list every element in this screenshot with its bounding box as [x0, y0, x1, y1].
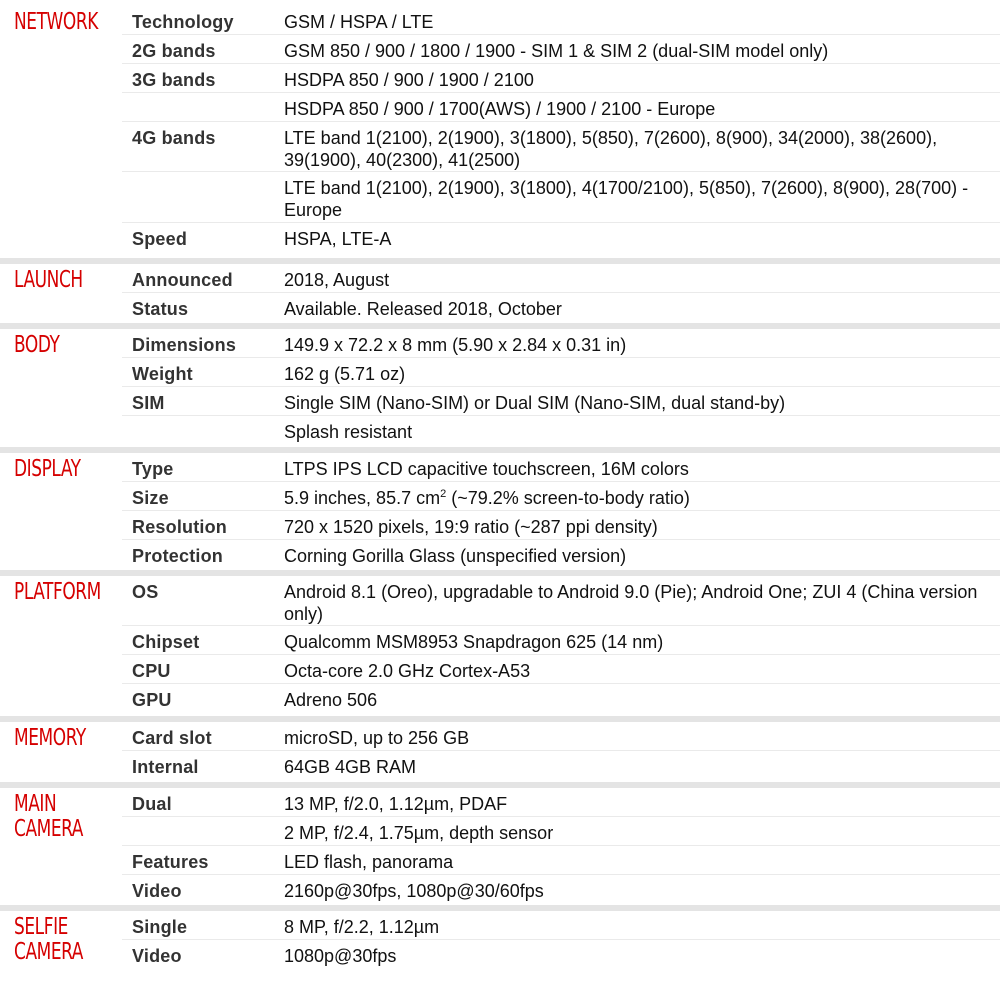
spec-row — [122, 817, 1000, 846]
spec-row — [122, 293, 1000, 322]
spec-label: Dimensions — [132, 335, 237, 355]
spec-row — [122, 576, 1000, 626]
spec-row — [122, 626, 1000, 655]
section-platform — [0, 570, 1000, 720]
spec-value: microSD, up to 256 GB — [284, 728, 470, 748]
spec-row — [122, 540, 1000, 569]
spec-label: Technology — [132, 12, 234, 32]
spec-value: 149.9 x 72.2 x 8 mm (5.90 x 2.84 x 0.31 in) — [284, 335, 627, 355]
spec-label: Single — [132, 917, 188, 937]
spec-row — [122, 329, 1000, 358]
spec-value: 720 x 1520 pixels, 19:9 ratio (~287 ppi density) — [284, 517, 658, 537]
spec-value: GSM / HSPA / LTE — [284, 12, 434, 32]
spec-row — [122, 93, 1000, 122]
spec-label: Features — [132, 852, 209, 872]
spec-value: GSM 850 / 900 / 1800 / 1900 - SIM 1 & SIM 2 (dual-SIM model only) — [284, 41, 829, 61]
spec-value: LED flash, panorama — [284, 852, 454, 872]
spec-row — [122, 788, 1000, 817]
spec-value: Single SIM (Nano-SIM) or Dual SIM (Nano-SIM, dual stand-by) — [284, 393, 786, 413]
spec-row — [122, 751, 1000, 780]
section-title: DISPLAY — [14, 456, 81, 482]
spec-value: 8 MP, f/2.2, 1.12µm — [284, 917, 440, 937]
spec-value-text: 5.9 inches, 85.7 cm — [284, 488, 441, 508]
spec-value-text: (~79.2% screen-to-body ratio) — [446, 488, 690, 508]
section-title-line: SELFIE — [14, 914, 68, 940]
spec-row — [122, 122, 1000, 172]
section-title-line: CAMERA — [14, 939, 83, 965]
spec-row — [122, 172, 1000, 223]
section-display — [0, 447, 1000, 574]
section-title: MEMORY — [14, 725, 86, 751]
section-network — [0, 0, 1000, 258]
spec-value: Corning Gorilla Glass (unspecified version) — [284, 546, 627, 566]
spec-row — [122, 482, 1000, 511]
spec-row — [122, 940, 1000, 969]
spec-value: LTE band 1(2100), 2(1900), 3(1800), 4(1700/2100), 5(850), 7(2600), 8(900), 28(700) - Europe — [284, 178, 969, 220]
spec-row — [122, 846, 1000, 875]
spec-value: 2018, August — [284, 270, 390, 290]
spec-row — [122, 684, 1000, 713]
spec-row — [122, 223, 1000, 252]
spec-label: 3G bands — [132, 70, 216, 90]
section-selfie-camera — [0, 905, 1000, 985]
spec-value: Qualcomm MSM8953 Snapdragon 625 (14 nm) — [284, 632, 664, 652]
spec-row — [122, 358, 1000, 387]
spec-label: Dual — [132, 794, 172, 814]
spec-row — [122, 722, 1000, 751]
spec-value: 13 MP, f/2.0, 1.12µm, PDAF — [284, 794, 508, 814]
spec-row — [122, 875, 1000, 904]
spec-label: SIM — [132, 393, 165, 413]
spec-row — [122, 35, 1000, 64]
spec-value — [284, 487, 986, 509]
spec-value: 162 g (5.71 oz) — [284, 364, 406, 384]
spec-value: 2160p@30fps, 1080p@30/60fps — [284, 881, 544, 901]
section-main-camera — [0, 782, 1000, 909]
spec-label: Size — [132, 488, 169, 508]
section-title-line: CAMERA — [14, 816, 83, 842]
section-body — [0, 323, 1000, 451]
spec-value: HSPA, LTE-A — [284, 229, 392, 249]
spec-label: Video — [132, 946, 182, 966]
spec-label: Status — [132, 299, 189, 319]
spec-value: 64GB 4GB RAM — [284, 757, 417, 777]
spec-value: Adreno 506 — [284, 690, 378, 710]
spec-label: 2G bands — [132, 41, 216, 61]
section-title — [14, 915, 83, 965]
spec-value: Splash resistant — [284, 422, 413, 442]
spec-row — [122, 453, 1000, 482]
section-title — [14, 792, 83, 842]
spec-row — [122, 387, 1000, 416]
spec-value: HSDPA 850 / 900 / 1900 / 2100 — [284, 70, 534, 90]
section-title: PLATFORM — [14, 579, 101, 605]
spec-value: 1080p@30fps — [284, 946, 397, 966]
spec-label: Resolution — [132, 517, 227, 537]
spec-value: Available. Released 2018, October — [284, 299, 562, 319]
spec-row — [122, 264, 1000, 293]
spec-row — [122, 911, 1000, 940]
spec-label: Weight — [132, 364, 193, 384]
spec-label: Speed — [132, 229, 188, 249]
spec-label: CPU — [132, 661, 171, 681]
spec-row — [122, 655, 1000, 684]
section-memory — [0, 716, 1000, 785]
spec-label: Announced — [132, 270, 233, 290]
section-title: NETWORK — [14, 9, 98, 35]
spec-value: LTE band 1(2100), 2(1900), 3(1800), 5(850), 7(2600), 8(900), 34(2000), 38(2600), 39(1900), 40(2300), 41(2500) — [284, 128, 938, 170]
section-launch — [0, 258, 1000, 327]
spec-value: LTPS IPS LCD capacitive touchscreen, 16M colors — [284, 459, 689, 479]
spec-row — [122, 64, 1000, 93]
spec-row — [122, 511, 1000, 540]
spec-value: 2 MP, f/2.4, 1.75µm, depth sensor — [284, 823, 554, 843]
spec-label: Type — [132, 459, 174, 479]
spec-value: HSDPA 850 / 900 / 1700(AWS) / 1900 / 2100 - Europe — [284, 99, 716, 119]
spec-label: 4G bands — [132, 128, 216, 148]
spec-label: Chipset — [132, 632, 200, 652]
spec-value: Octa-core 2.0 GHz Cortex-A53 — [284, 661, 531, 681]
section-title: BODY — [14, 332, 60, 358]
section-title: LAUNCH — [14, 267, 83, 293]
spec-row — [122, 416, 1000, 445]
spec-label: GPU — [132, 690, 172, 710]
spec-value: Android 8.1 (Oreo), upgradable to Android 9.0 (Pie); Android One; ZUI 4 (China version only) — [284, 582, 978, 624]
spec-label: Internal — [132, 757, 199, 777]
spec-label: Protection — [132, 546, 224, 566]
spec-row — [122, 6, 1000, 35]
spec-label: Card slot — [132, 728, 212, 748]
section-title-line: MAIN — [14, 791, 57, 817]
spec-label: Video — [132, 881, 182, 901]
spec-label: OS — [132, 582, 159, 602]
superscript: 2 — [440, 488, 447, 500]
